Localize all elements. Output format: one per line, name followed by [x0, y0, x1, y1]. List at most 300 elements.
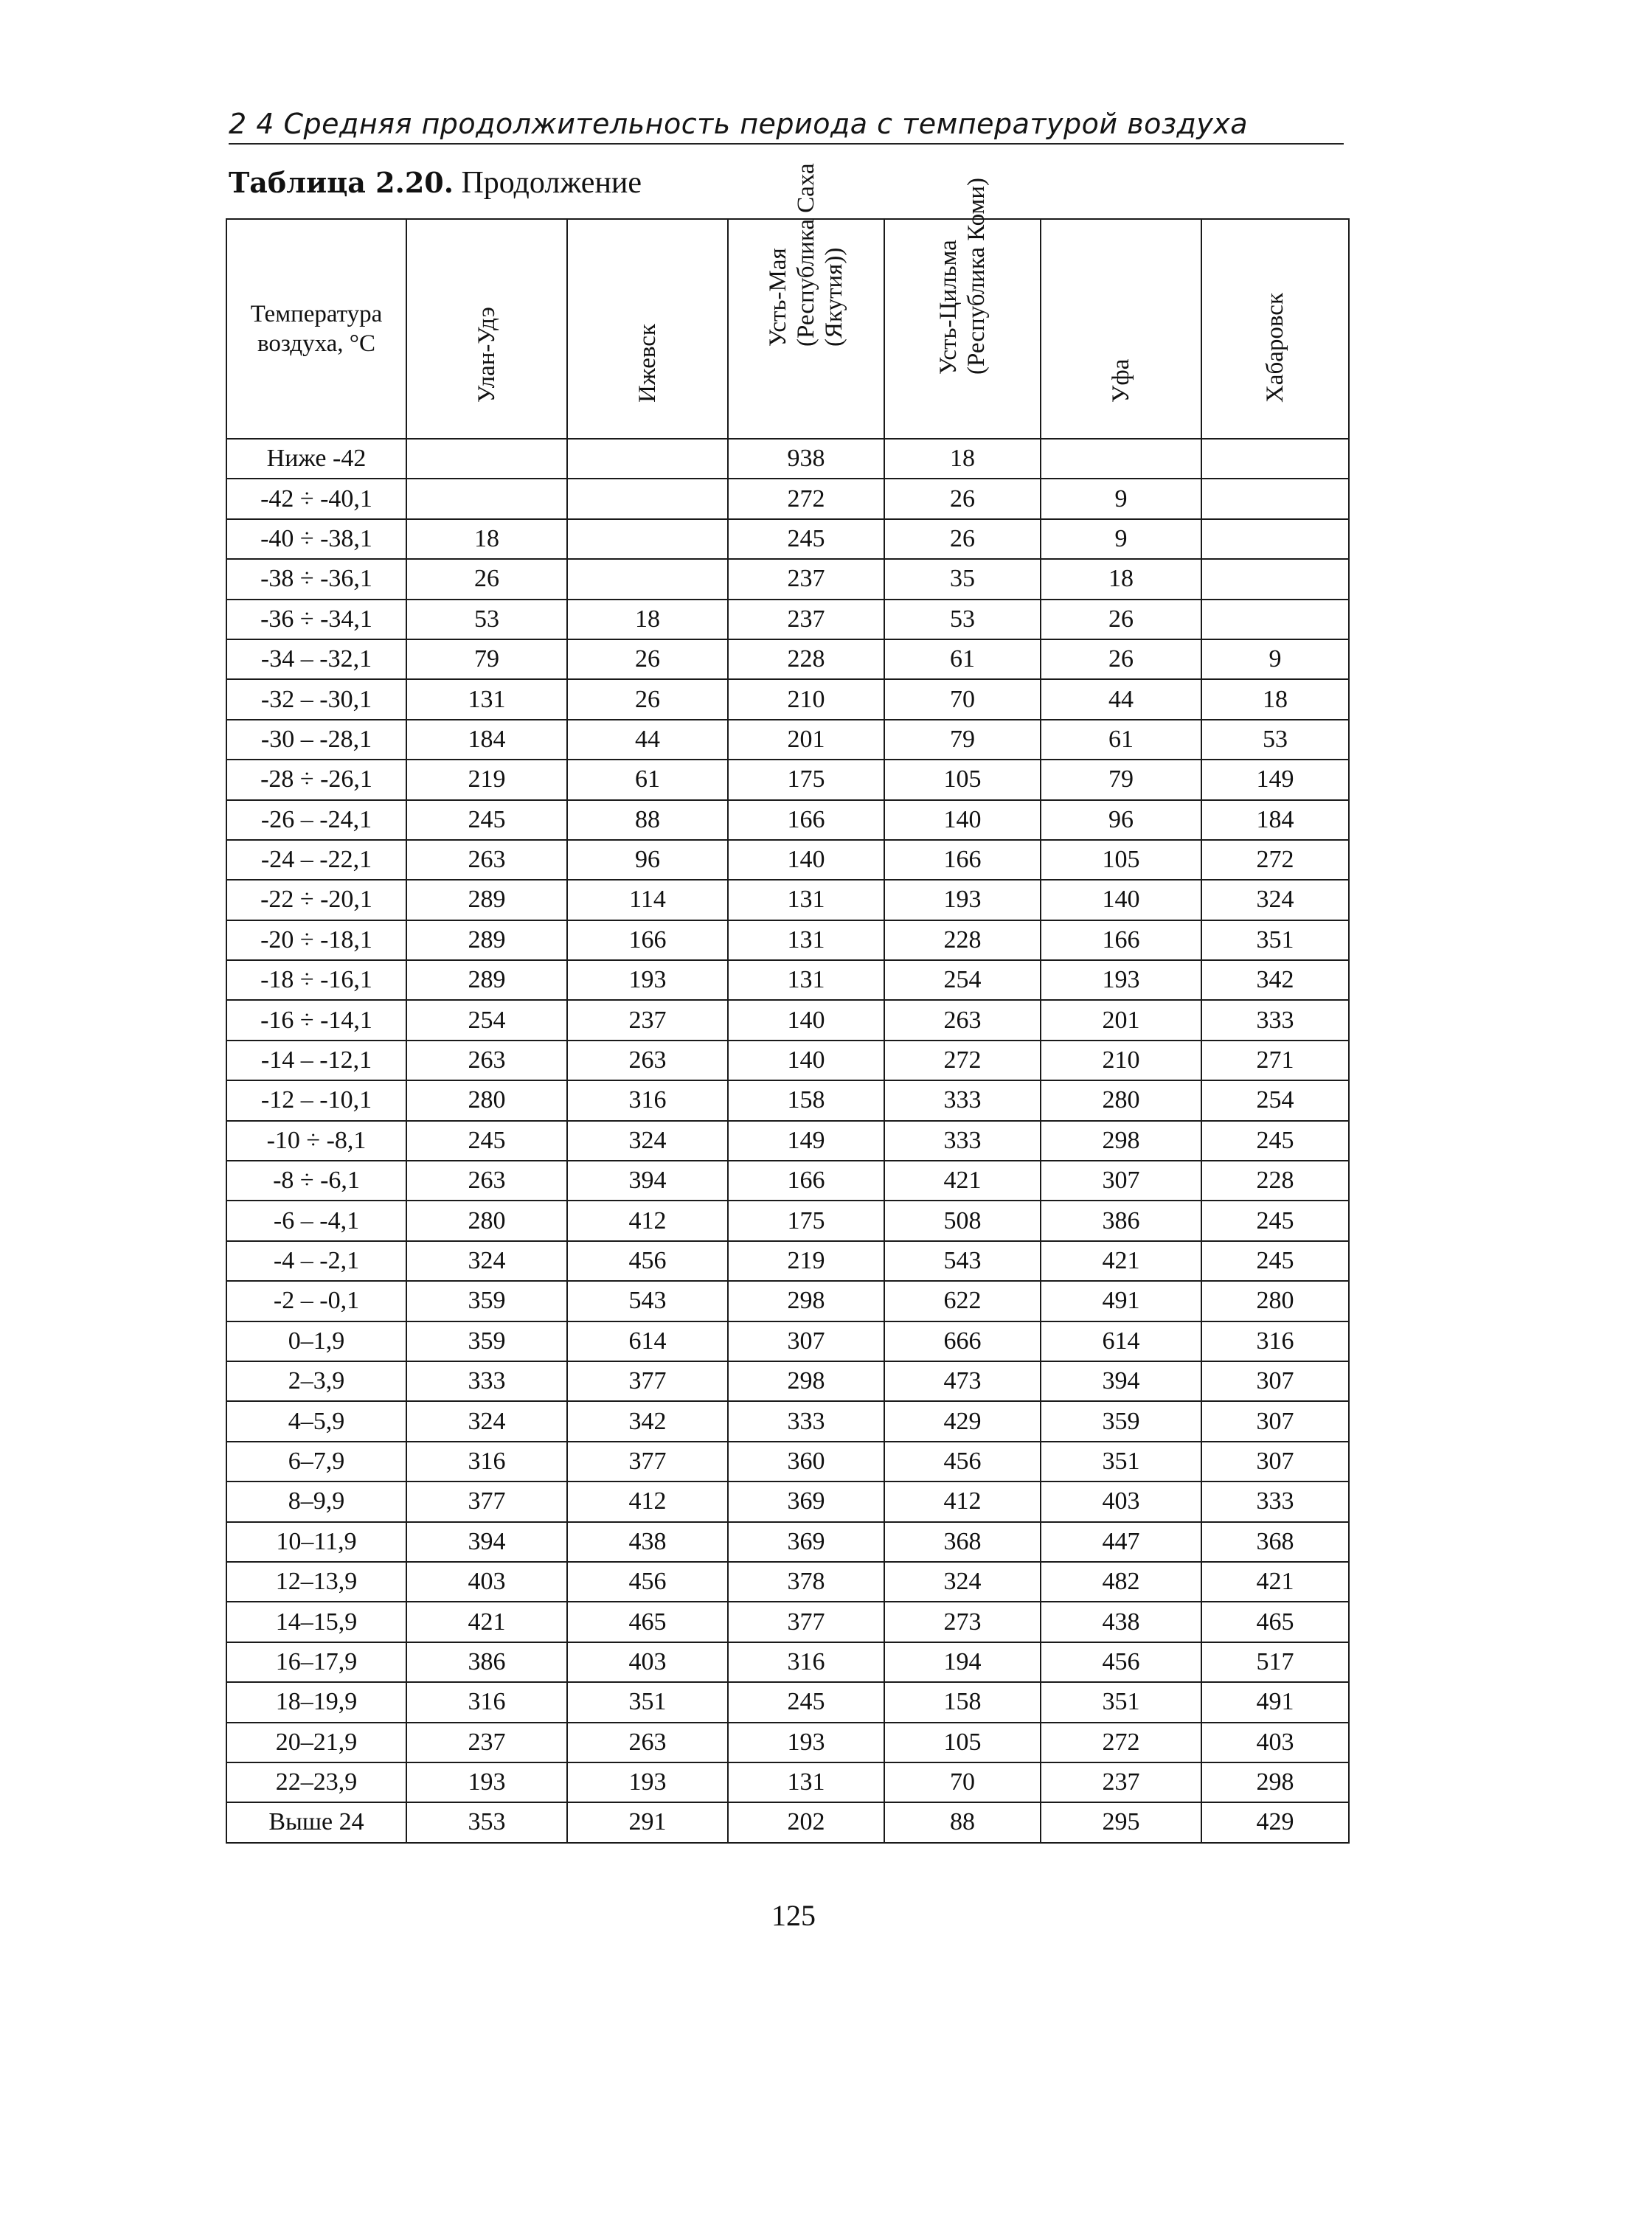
row-temperature-range: 2–3,9: [226, 1361, 406, 1401]
table-cell: 438: [1041, 1602, 1201, 1642]
header-khabarovsk: [1201, 219, 1349, 439]
table-cell: 210: [728, 679, 884, 719]
table-cell: 88: [567, 800, 728, 840]
table-cell: 245: [406, 800, 567, 840]
table-cell: 228: [1201, 1161, 1349, 1201]
table-cell: 456: [884, 1442, 1041, 1482]
table-cell: 237: [728, 600, 884, 639]
table-cell: 254: [884, 960, 1041, 1000]
table-cell: 369: [728, 1482, 884, 1521]
table-cell: 377: [567, 1361, 728, 1401]
row-temperature-range: 6–7,9: [226, 1442, 406, 1482]
table-cell: 377: [406, 1482, 567, 1521]
table-row: [226, 479, 1349, 518]
table-cell: 263: [884, 1000, 1041, 1040]
table-cell: 353: [406, 1802, 567, 1842]
table-cell: 228: [884, 920, 1041, 960]
table-cell: 543: [567, 1281, 728, 1321]
row-temperature-range: -12 – -10,1: [226, 1080, 406, 1120]
table-cell: 298: [728, 1361, 884, 1401]
table-cell: 333: [728, 1401, 884, 1441]
table-cell: 140: [884, 800, 1041, 840]
table-cell: 26: [884, 479, 1041, 518]
table-cell: 131: [728, 920, 884, 960]
table-row: [226, 1642, 1349, 1682]
table-cell: 421: [1041, 1241, 1201, 1281]
table-cell: 193: [567, 1762, 728, 1802]
row-temperature-range: -2 – -0,1: [226, 1281, 406, 1321]
table-caption-text: Продолжение: [453, 166, 642, 200]
table-cell: 324: [406, 1241, 567, 1281]
table-cell: 184: [1201, 800, 1349, 840]
header-label: Усть-Мая (Республика Саха (Якутия)): [765, 163, 847, 347]
table-cell: 508: [884, 1201, 1041, 1240]
table-cell: 131: [728, 1762, 884, 1802]
table-cell: 18: [1201, 679, 1349, 719]
table-cell: 114: [567, 880, 728, 920]
row-temperature-range: -4 – -2,1: [226, 1241, 406, 1281]
table-cell: 386: [1041, 1201, 1201, 1240]
table-cell: 456: [567, 1241, 728, 1281]
table-cell: 140: [728, 840, 884, 880]
table-cell: 245: [406, 1121, 567, 1161]
table-cell: 53: [884, 600, 1041, 639]
table-cell: 316: [406, 1442, 567, 1482]
table-cell: 263: [406, 840, 567, 880]
table-cell: 237: [728, 559, 884, 599]
table-cell: 245: [1201, 1241, 1349, 1281]
table-cell: 359: [406, 1281, 567, 1321]
table-cell: 289: [406, 920, 567, 960]
table-row: [226, 1602, 1349, 1642]
row-temperature-range: 0–1,9: [226, 1321, 406, 1361]
table-cell: 465: [1201, 1602, 1349, 1642]
row-temperature-range: -28 ÷ -26,1: [226, 760, 406, 799]
table-cell: 386: [406, 1642, 567, 1682]
table-cell: 18: [567, 600, 728, 639]
table-row: [226, 1682, 1349, 1722]
row-temperature-range: Выше 24: [226, 1802, 406, 1842]
running-head: 2 4 Средняя продолжительность периода с температурой воздуха: [229, 108, 1249, 140]
table-cell: 412: [884, 1482, 1041, 1521]
table-row: [226, 920, 1349, 960]
table-cell: 359: [406, 1321, 567, 1361]
table-cell: 26: [884, 519, 1041, 559]
table-cell: 368: [1201, 1522, 1349, 1562]
header-label: Усть-Цильма (Республика Коми): [935, 177, 990, 375]
table-cell: 237: [1041, 1762, 1201, 1802]
table-row: [226, 960, 1349, 1000]
row-temperature-range: -34 – -32,1: [226, 639, 406, 679]
table-cell: 333: [884, 1080, 1041, 1120]
table-cell: 324: [567, 1121, 728, 1161]
table-cell: 140: [728, 1000, 884, 1040]
table-cell: 166: [1041, 920, 1201, 960]
table-row: [226, 720, 1349, 760]
row-temperature-range: -38 ÷ -36,1: [226, 559, 406, 599]
table-cell: 280: [406, 1080, 567, 1120]
table-cell: 237: [406, 1723, 567, 1762]
table-cell: 140: [728, 1041, 884, 1080]
table-cell: 333: [406, 1361, 567, 1401]
table-cell: 307: [1201, 1361, 1349, 1401]
row-temperature-range: 14–15,9: [226, 1602, 406, 1642]
table-cell: 166: [884, 840, 1041, 880]
table-cell: [567, 439, 728, 479]
table-cell: [567, 479, 728, 518]
page-number: 125: [771, 1899, 816, 1932]
table-cell: 272: [884, 1041, 1041, 1080]
table-cell: 26: [1041, 639, 1201, 679]
table-cell: 412: [567, 1482, 728, 1521]
table-cell: 351: [567, 1682, 728, 1722]
table-cell: 105: [884, 1723, 1041, 1762]
table-cell: 298: [1201, 1762, 1349, 1802]
table-cell: 35: [884, 559, 1041, 599]
table-cell: 26: [567, 679, 728, 719]
table-cell: [406, 479, 567, 518]
header-label: Ижевск: [634, 324, 661, 403]
table-row: [226, 1080, 1349, 1120]
row-temperature-range: 22–23,9: [226, 1762, 406, 1802]
table-row: [226, 1000, 1349, 1040]
table-row: [226, 1321, 1349, 1361]
header-ust-maya: [728, 163, 884, 439]
table-cell: 333: [1201, 1000, 1349, 1040]
table-cell: 193: [1041, 960, 1201, 1000]
table-row: [226, 1041, 1349, 1080]
table-row: [226, 1161, 1349, 1201]
table-cell: 79: [1041, 760, 1201, 799]
table-row: [226, 600, 1349, 639]
table-cell: 316: [728, 1642, 884, 1682]
table-cell: 140: [1041, 880, 1201, 920]
row-temperature-range: 16–17,9: [226, 1642, 406, 1682]
table-cell: 666: [884, 1321, 1041, 1361]
table-body: [226, 439, 1349, 1843]
table-cell: 289: [406, 880, 567, 920]
table-cell: 96: [567, 840, 728, 880]
row-temperature-range: Ниже -42: [226, 439, 406, 479]
table-cell: 324: [884, 1562, 1041, 1602]
table-cell: 272: [728, 479, 884, 518]
row-temperature-range: -8 ÷ -6,1: [226, 1161, 406, 1201]
table-cell: [1201, 439, 1349, 479]
table-cell: 201: [1041, 1000, 1201, 1040]
table-cell: 245: [1201, 1121, 1349, 1161]
table-row: [226, 679, 1349, 719]
table-cell: 316: [567, 1080, 728, 1120]
row-temperature-range: -20 ÷ -18,1: [226, 920, 406, 960]
table-cell: 175: [728, 760, 884, 799]
table-cell: 421: [884, 1161, 1041, 1201]
table-cell: [1201, 559, 1349, 599]
table-cell: 131: [728, 960, 884, 1000]
table-cell: 201: [728, 720, 884, 760]
table-cell: 473: [884, 1361, 1041, 1401]
table-cell: 228: [728, 639, 884, 679]
table-cell: 18: [884, 439, 1041, 479]
table-cell: 245: [728, 1682, 884, 1722]
table-cell: 491: [1041, 1281, 1201, 1321]
table-cell: 429: [1201, 1802, 1349, 1842]
table-cell: 61: [884, 639, 1041, 679]
table-cell: 342: [1201, 960, 1349, 1000]
table-cell: 44: [567, 720, 728, 760]
table-cell: 403: [567, 1642, 728, 1682]
table-cell: 295: [1041, 1802, 1201, 1842]
table-cell: 158: [728, 1080, 884, 1120]
table-cell: 280: [1201, 1281, 1349, 1321]
row-temperature-range: -14 – -12,1: [226, 1041, 406, 1080]
table-header-row: [226, 219, 1349, 439]
table-cell: 166: [728, 1161, 884, 1201]
table-cell: 307: [1201, 1401, 1349, 1441]
table-cell: 70: [884, 1762, 1041, 1802]
table-cell: 316: [1201, 1321, 1349, 1361]
table-cell: 272: [1201, 840, 1349, 880]
table-row: [226, 639, 1349, 679]
table-cell: 254: [406, 1000, 567, 1040]
table-cell: 131: [406, 679, 567, 719]
header-air-temperature: Температура воздуха, °С: [226, 219, 406, 439]
table-cell: 298: [728, 1281, 884, 1321]
table-row: [226, 760, 1349, 799]
table-cell: 44: [1041, 679, 1201, 719]
table-cell: 403: [406, 1562, 567, 1602]
table-cell: 79: [406, 639, 567, 679]
table-cell: [406, 439, 567, 479]
table-cell: 96: [1041, 800, 1201, 840]
table-cell: 307: [1201, 1442, 1349, 1482]
table-cell: 53: [1201, 720, 1349, 760]
table-cell: 517: [1201, 1642, 1349, 1682]
table-cell: 193: [728, 1723, 884, 1762]
table-cell: 18: [406, 519, 567, 559]
table-cell: 219: [728, 1241, 884, 1281]
table-cell: [567, 519, 728, 559]
row-temperature-range: -24 – -22,1: [226, 840, 406, 880]
table-cell: 447: [1041, 1522, 1201, 1562]
table-cell: [1201, 479, 1349, 518]
table-caption-label: Таблица 2.20.: [229, 166, 454, 199]
table-row: [226, 1241, 1349, 1281]
table-cell: 26: [406, 559, 567, 599]
row-temperature-range: -10 ÷ -8,1: [226, 1121, 406, 1161]
table-cell: 289: [406, 960, 567, 1000]
table-cell: 149: [728, 1121, 884, 1161]
table-cell: 175: [728, 1201, 884, 1240]
header-ufa: [1041, 219, 1201, 439]
table-cell: 105: [1041, 840, 1201, 880]
table-cell: 263: [406, 1161, 567, 1201]
table-cell: 193: [884, 880, 1041, 920]
table-cell: 421: [1201, 1562, 1349, 1602]
header-izhevsk: [567, 219, 728, 439]
row-temperature-range: -30 – -28,1: [226, 720, 406, 760]
header-label: Хабаровск: [1262, 293, 1288, 403]
table-row: [226, 439, 1349, 479]
table-cell: 360: [728, 1442, 884, 1482]
table-cell: 456: [1041, 1642, 1201, 1682]
table-cell: 543: [884, 1241, 1041, 1281]
row-temperature-range: -6 – -4,1: [226, 1201, 406, 1240]
table-row: [226, 840, 1349, 880]
table-cell: 394: [567, 1161, 728, 1201]
table-cell: 61: [567, 760, 728, 799]
table-cell: 193: [567, 960, 728, 1000]
table-cell: 351: [1041, 1442, 1201, 1482]
table-cell: 210: [1041, 1041, 1201, 1080]
table-cell: 9: [1041, 519, 1201, 559]
table-cell: 614: [567, 1321, 728, 1361]
header-rule: [229, 143, 1344, 145]
table-row: [226, 1802, 1349, 1842]
table-row: [226, 1442, 1349, 1482]
table-cell: 403: [1201, 1723, 1349, 1762]
table-cell: 429: [884, 1401, 1041, 1441]
table-row: [226, 559, 1349, 599]
table-row: [226, 1281, 1349, 1321]
row-temperature-range: -40 ÷ -38,1: [226, 519, 406, 559]
table-cell: 368: [884, 1522, 1041, 1562]
table-cell: 482: [1041, 1562, 1201, 1602]
table-cell: 245: [1201, 1201, 1349, 1240]
table-cell: 324: [1201, 880, 1349, 920]
row-temperature-range: -32 – -30,1: [226, 679, 406, 719]
table-cell: 18: [1041, 559, 1201, 599]
table-cell: 351: [1041, 1682, 1201, 1722]
table-row: [226, 880, 1349, 920]
table-row: [226, 519, 1349, 559]
table-cell: 359: [1041, 1401, 1201, 1441]
table-row: [226, 1762, 1349, 1802]
table-cell: 193: [406, 1762, 567, 1802]
row-temperature-range: 18–19,9: [226, 1682, 406, 1722]
row-temperature-range: -26 – -24,1: [226, 800, 406, 840]
table-cell: 280: [406, 1201, 567, 1240]
row-temperature-range: 10–11,9: [226, 1522, 406, 1562]
table-cell: 377: [728, 1602, 884, 1642]
table-cell: 9: [1201, 639, 1349, 679]
table-cell: 369: [728, 1522, 884, 1562]
table-cell: 202: [728, 1802, 884, 1842]
table-row: [226, 1121, 1349, 1161]
table-cell: 263: [567, 1723, 728, 1762]
table-cell: 26: [567, 639, 728, 679]
table-cell: 394: [1041, 1361, 1201, 1401]
table-cell: 465: [567, 1602, 728, 1642]
table-cell: 307: [728, 1321, 884, 1361]
table-row: [226, 1361, 1349, 1401]
row-temperature-range: -18 ÷ -16,1: [226, 960, 406, 1000]
table-row: [226, 1562, 1349, 1602]
row-temperature-range: -22 ÷ -20,1: [226, 880, 406, 920]
table-cell: 79: [884, 720, 1041, 760]
table-cell: 53: [406, 600, 567, 639]
table-cell: 491: [1201, 1682, 1349, 1722]
table-cell: 280: [1041, 1080, 1201, 1120]
row-temperature-range: -36 ÷ -34,1: [226, 600, 406, 639]
table-cell: 263: [406, 1041, 567, 1080]
table-cell: 184: [406, 720, 567, 760]
table-cell: 70: [884, 679, 1041, 719]
row-temperature-range: 12–13,9: [226, 1562, 406, 1602]
table-row: [226, 1482, 1349, 1521]
table-cell: 131: [728, 880, 884, 920]
table-cell: 61: [1041, 720, 1201, 760]
table-cell: [567, 559, 728, 599]
row-temperature-range: 20–21,9: [226, 1723, 406, 1762]
table-cell: 412: [567, 1201, 728, 1240]
header-ulan-ude: [406, 219, 567, 439]
table-cell: [1041, 439, 1201, 479]
table-cell: 272: [1041, 1723, 1201, 1762]
header-ust-tsilma: [884, 177, 1041, 439]
table-row: [226, 1723, 1349, 1762]
table-cell: 403: [1041, 1482, 1201, 1521]
table-cell: 237: [567, 1000, 728, 1040]
header-label: Уфа: [1108, 358, 1134, 403]
table-cell: 938: [728, 439, 884, 479]
table-row: [226, 1522, 1349, 1562]
table-cell: 316: [406, 1682, 567, 1722]
table-cell: 456: [567, 1562, 728, 1602]
table-cell: 105: [884, 760, 1041, 799]
table-cell: 166: [567, 920, 728, 960]
table-cell: 271: [1201, 1041, 1349, 1080]
table-cell: 149: [1201, 760, 1349, 799]
table-cell: 333: [884, 1121, 1041, 1161]
table-cell: 194: [884, 1642, 1041, 1682]
table-cell: 273: [884, 1602, 1041, 1642]
table-cell: 622: [884, 1281, 1041, 1321]
row-temperature-range: -16 ÷ -14,1: [226, 1000, 406, 1040]
table-cell: 219: [406, 760, 567, 799]
table-caption: [229, 165, 642, 201]
table-cell: 166: [728, 800, 884, 840]
row-temperature-range: -42 ÷ -40,1: [226, 479, 406, 518]
table-row: [226, 800, 1349, 840]
table-cell: 351: [1201, 920, 1349, 960]
table-cell: 378: [728, 1562, 884, 1602]
table-cell: 421: [406, 1602, 567, 1642]
table-cell: 298: [1041, 1121, 1201, 1161]
table-cell: 26: [1041, 600, 1201, 639]
table-cell: 333: [1201, 1482, 1349, 1521]
table-cell: 614: [1041, 1321, 1201, 1361]
table-cell: 291: [567, 1802, 728, 1842]
table-cell: [1201, 519, 1349, 559]
table-row: [226, 1201, 1349, 1240]
table-cell: 324: [406, 1401, 567, 1441]
table-cell: 254: [1201, 1080, 1349, 1120]
table-cell: 263: [567, 1041, 728, 1080]
table-cell: 307: [1041, 1161, 1201, 1201]
table-cell: 438: [567, 1522, 728, 1562]
table-cell: 245: [728, 519, 884, 559]
table-cell: 88: [884, 1802, 1041, 1842]
row-temperature-range: 4–5,9: [226, 1401, 406, 1441]
table-cell: 394: [406, 1522, 567, 1562]
table-cell: 377: [567, 1442, 728, 1482]
table-row: [226, 1401, 1349, 1441]
header-label: Улан-Удэ: [473, 307, 500, 403]
table-cell: [1201, 600, 1349, 639]
table-cell: 9: [1041, 479, 1201, 518]
table-cell: 158: [884, 1682, 1041, 1722]
row-temperature-range: 8–9,9: [226, 1482, 406, 1521]
